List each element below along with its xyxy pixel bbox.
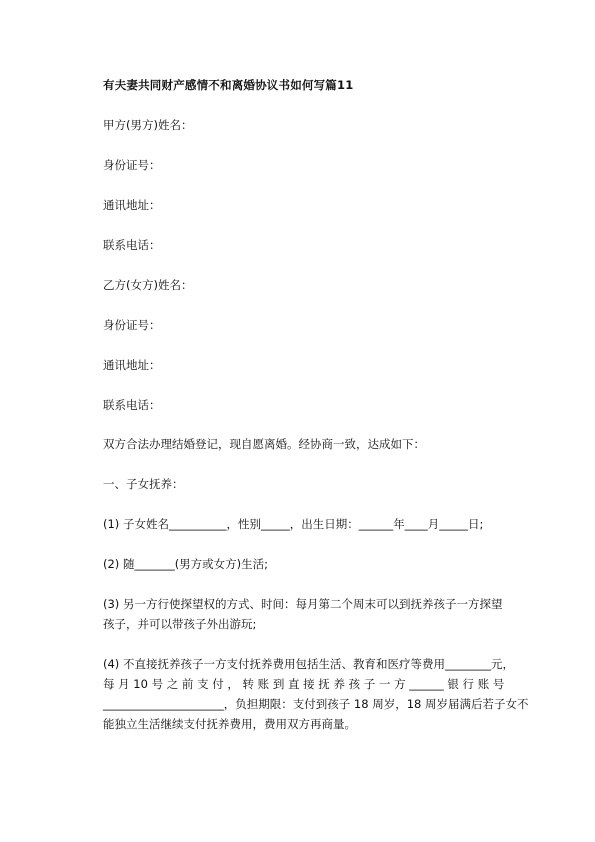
clause-3-visitation-line-2: 孩子，并可以带孩子外出游玩;	[103, 617, 257, 631]
party-b-name-label: 乙方(女方)姓名：	[103, 278, 193, 292]
party-b-phone-label: 联系电话：	[103, 398, 161, 412]
party-b-id-label: 身份证号：	[103, 318, 161, 332]
clause-2-living-arrangement: (2) 随_______(男方或女方)生活;	[103, 557, 269, 571]
party-a-phone-label: 联系电话：	[103, 238, 161, 252]
clause-4-support-line-3: _____________________，负担期限：支付到孩子 18 周岁，18 周岁届满后若子女不	[103, 697, 529, 711]
party-a-address-label: 通讯地址：	[103, 198, 161, 212]
clause-4-support-line-4: 能独立生活继续支付抚养费用，费用双方再商量。	[103, 717, 356, 731]
clause-4-support-line-1: (4) 不直接抚养孩子一方支付抚养费用包括生活、教育和医疗等费用________元，	[103, 657, 514, 671]
party-a-name-label: 甲方(男方)姓名：	[103, 118, 193, 132]
clause-4-support-line-2: 每 月 10 号 之 前 支 付 ， 转 账 到 直 接 抚 养 孩 子 一 方 ______ 银 行 账 号	[103, 677, 505, 691]
party-a-id-label: 身份证号：	[103, 158, 161, 172]
intro-paragraph: 双方合法办理结婚登记，现自愿离婚。经协商一致，达成如下：	[103, 437, 425, 451]
party-b-address-label: 通讯地址：	[103, 358, 161, 372]
clause-3-visitation-line-1: (3) 另一方行使探望权的方式、时间：每月第二个周末可以到抚养孩子一方探望	[103, 597, 503, 611]
clause-1-child-info: (1) 子女姓名__________，性别_____，出生日期：______年____月_____日;	[103, 517, 484, 531]
document-title: 有夫妻共同财产感情不和离婚协议书如何写篇11	[103, 78, 354, 92]
section-heading-child-custody: 一、子女抚养：	[103, 477, 184, 491]
